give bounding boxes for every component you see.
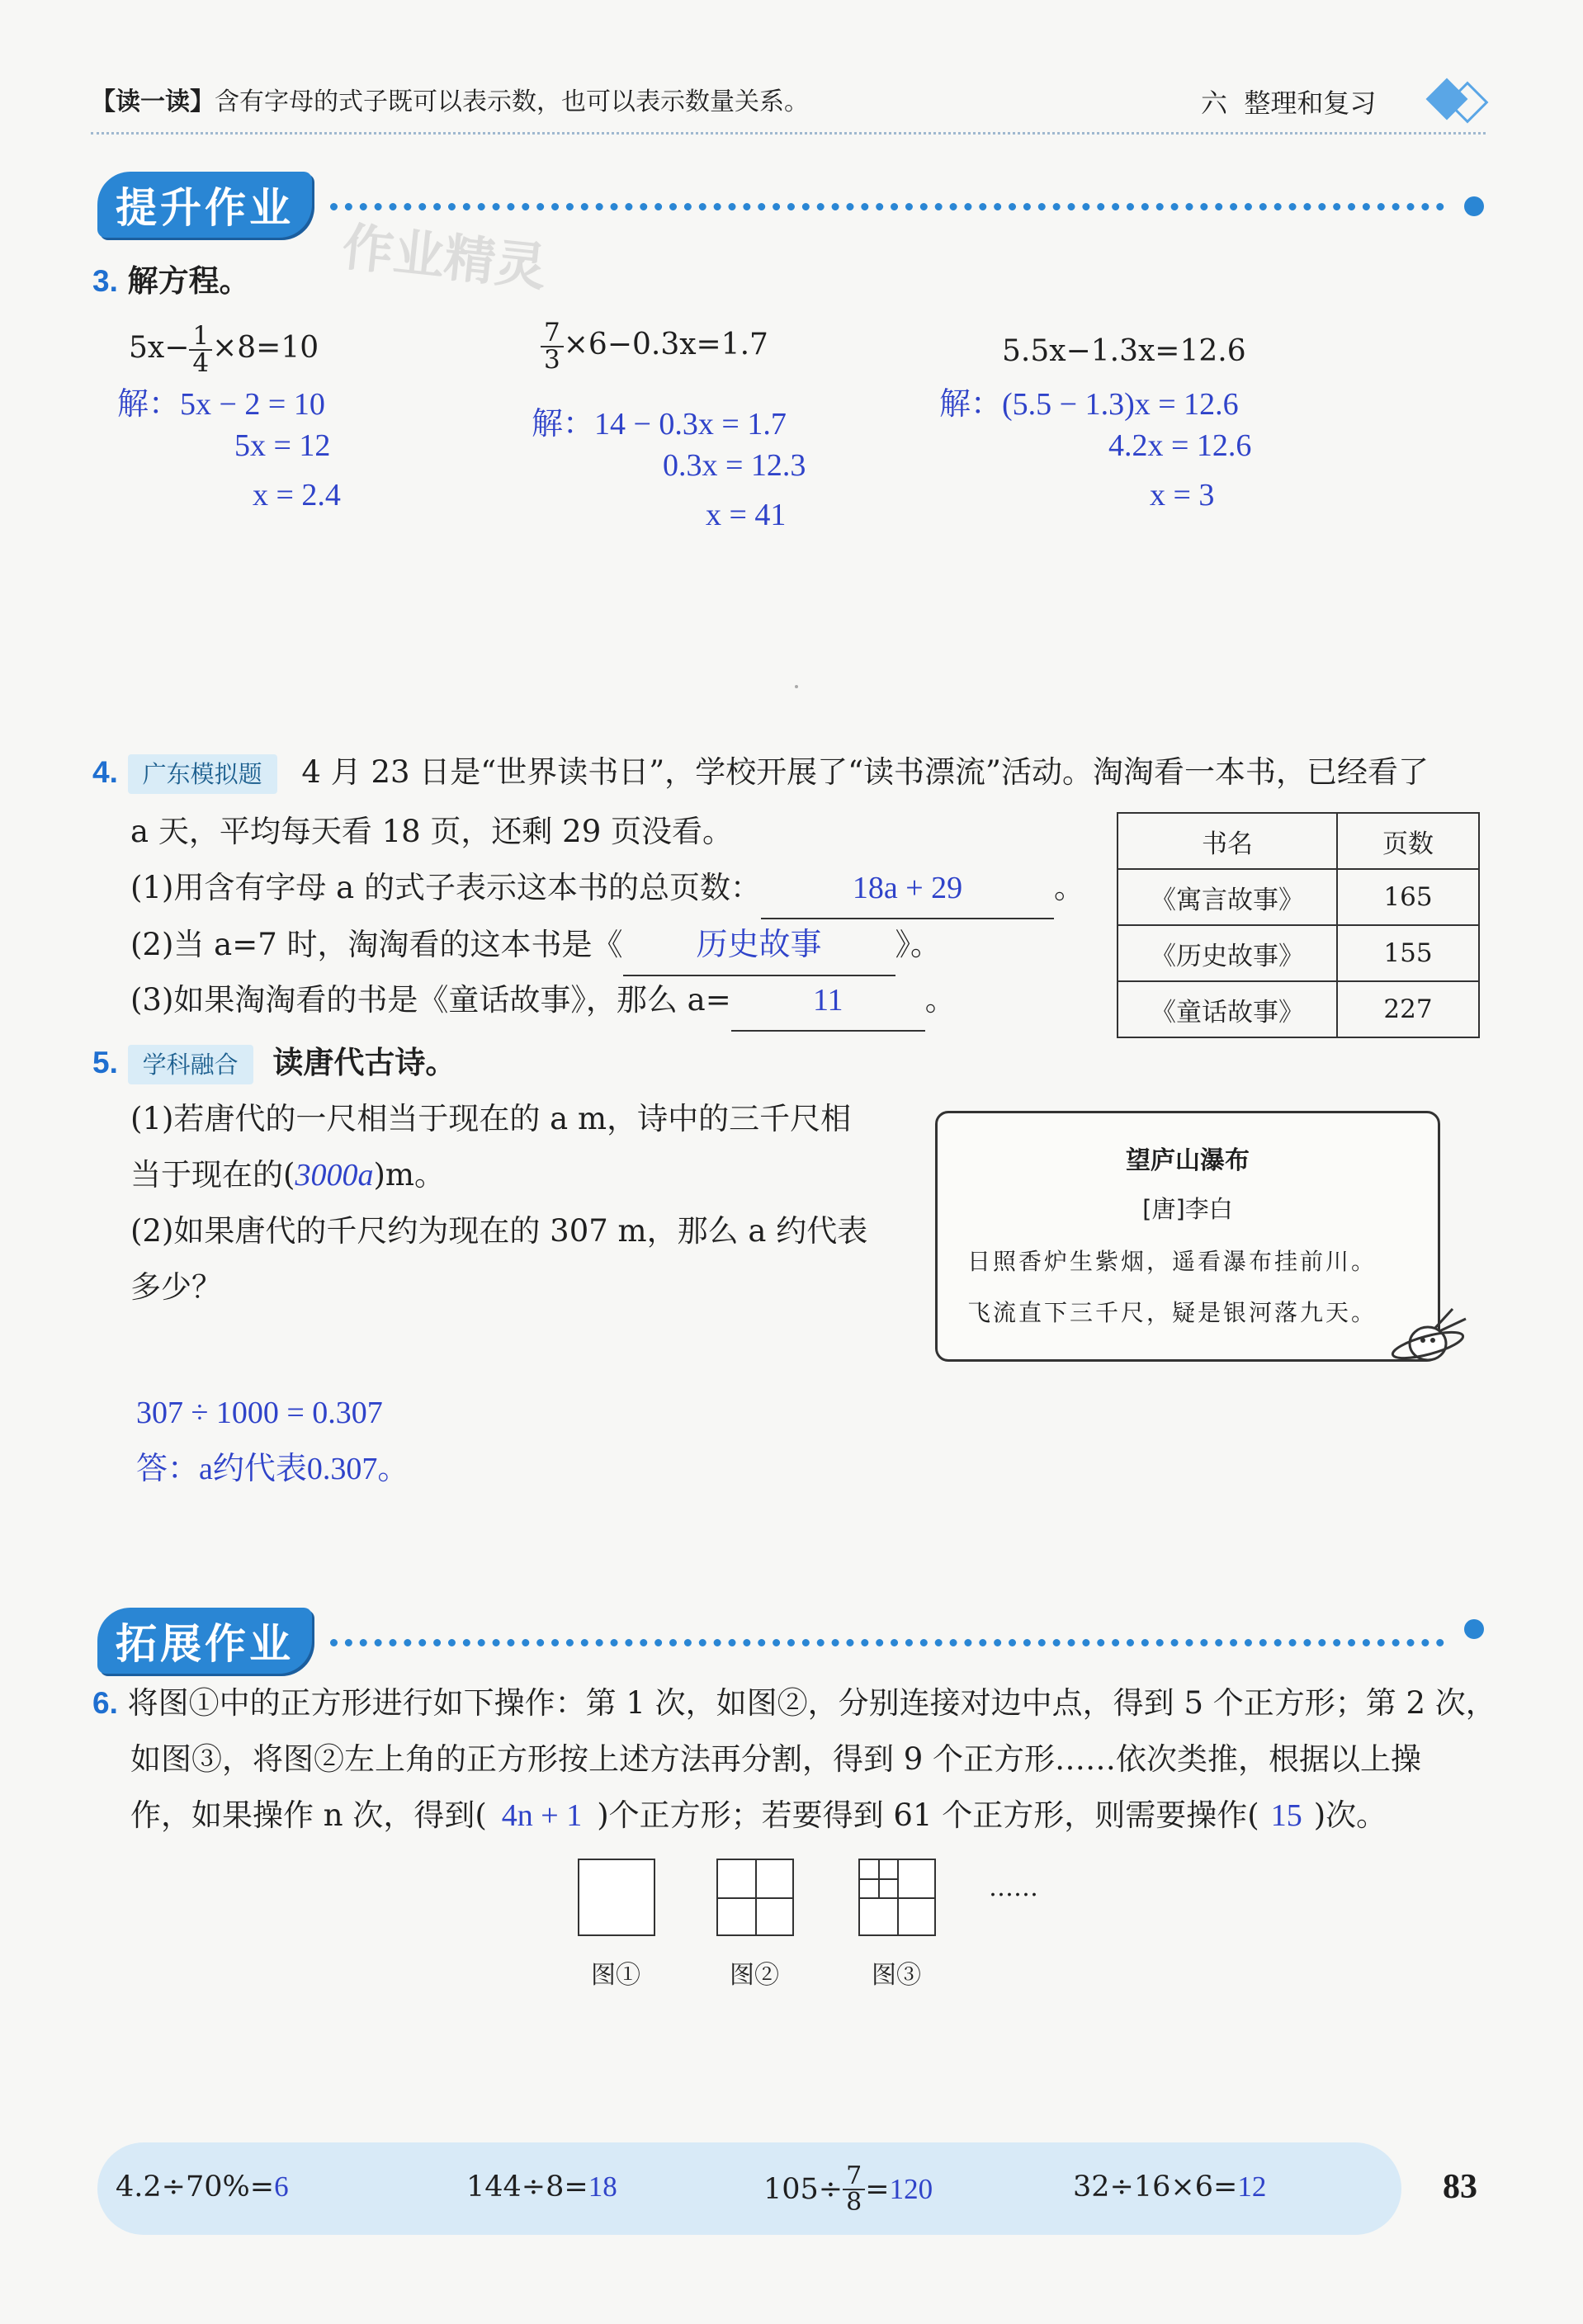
q6-answer1: 4n + 1 — [501, 1798, 583, 1833]
q4-text-line1: 4 月 23 日是“世界读书日”，学校开展了“读书漂流”活动。淘淘看一本书，已经看了 — [301, 754, 1429, 790]
table-row — [1118, 925, 1479, 981]
faint-dot — [795, 685, 798, 688]
footer-expr-1 — [116, 2170, 289, 2204]
footer-expr-2-text: 144÷8= — [466, 2170, 588, 2204]
read-text: 含有字母的式子既可以表示数，也可以表示数量关系。 — [215, 87, 809, 116]
q5-part2b: 多少？ — [130, 1269, 222, 1305]
q3-eq1-problem — [129, 321, 319, 378]
q3-eq1-step3: x = 2.4 — [253, 478, 341, 513]
q6-line2: 如图③，将图②左上角的正方形按上述方法再分割，得到 9 个正方形……依次类推，根据以上操 — [130, 1741, 1422, 1777]
q6-line3c: )次。 — [1313, 1797, 1387, 1833]
read-tag: 【读一读】 — [91, 87, 215, 116]
header-rule — [91, 132, 1486, 135]
poem-line1: 日照香炉生紫烟，遥看瀑布挂前川。 — [967, 1248, 1377, 1275]
q3-eq1-step1: 解：5x − 2 = 10 — [117, 387, 325, 422]
q3-eq2-step1: 解：14 − 0.3x = 1.7 — [532, 407, 787, 442]
figure-1-label: 图① — [591, 1961, 640, 1990]
q4-part3-end: 。 — [924, 982, 956, 1018]
section-improve-dot — [1464, 196, 1484, 216]
q3-eq1-problem-a: 5x− — [129, 331, 190, 365]
poem-box — [935, 1111, 1440, 1362]
q6-line3a: 作，如果操作 n 次，得到( — [130, 1797, 487, 1833]
table-cell: 165 — [1337, 869, 1479, 925]
q3-eq2-fraction — [541, 320, 564, 373]
q4-part2-text: (2)当 a=7 时，淘淘看的这本书是《 — [130, 927, 623, 962]
q6-line3b: )个正方形；若要得到 61 个正方形，则需要操作( — [597, 1797, 1259, 1833]
footer-expr-3-eq: = — [865, 2173, 890, 2206]
q3-eq3-step2: 4.2x = 12.6 — [1108, 428, 1252, 463]
q3-eq1-problem-b: ×8=10 — [212, 331, 319, 365]
q4-answer3: 11 — [812, 983, 843, 1018]
footer-expr-3-answer: 120 — [889, 2173, 933, 2205]
q3-number: 3. — [92, 264, 118, 298]
section-improve-dots — [330, 203, 1444, 210]
q6-answer2: 15 — [1270, 1798, 1302, 1833]
watermark: 作业精灵 — [339, 216, 550, 298]
table-cell: 227 — [1337, 981, 1479, 1037]
q4-part3 — [130, 971, 956, 1032]
footer-expr-4-text: 32÷16×6= — [1073, 2170, 1238, 2204]
q3-eq2-step2: 0.3x = 12.3 — [663, 448, 806, 483]
section-extend-dot — [1464, 1619, 1484, 1639]
q4-book-table — [1117, 812, 1480, 1038]
q3-eq1-step2: 5x = 12 — [234, 428, 331, 463]
q5-title: 读唐代古诗。 — [272, 1045, 456, 1080]
figure-3-square — [858, 1859, 936, 1936]
q4-part1 — [130, 858, 1084, 919]
table-header-cell: 书名 — [1118, 813, 1337, 869]
q4-line1 — [92, 743, 1496, 802]
chapter-title: 六 整理和复习 — [1201, 87, 1377, 119]
q3-eq1-fraction — [189, 321, 212, 378]
footer-expr-2 — [466, 2170, 617, 2204]
table-cell: 《寓言故事》 — [1118, 869, 1337, 925]
footer-expr-4-answer: 12 — [1237, 2170, 1267, 2203]
saturn-mascot-icon — [1387, 1304, 1477, 1370]
q5-number: 5. — [92, 1046, 118, 1079]
table-header-row — [1118, 813, 1479, 869]
footer-frac-num: 7 — [843, 2164, 865, 2190]
q3-eq3-step1: 解：(5.5 − 1.3)x = 12.6 — [939, 387, 1239, 422]
q6-line3 — [130, 1786, 1387, 1845]
q4-part2-end: 》。 — [895, 927, 942, 962]
q3-eq2-problem — [541, 320, 768, 373]
q5-work-line2: 答：a约代表0.307。 — [136, 1452, 409, 1486]
poem-author: [唐]李白 — [1142, 1195, 1233, 1223]
figure-3-label: 图③ — [872, 1961, 921, 1990]
table-cell: 《历史故事》 — [1118, 925, 1337, 981]
q4-part1-blank — [761, 858, 1054, 919]
q3-eq1-frac-den: 4 — [192, 348, 210, 378]
q3-eq2-problem-b: ×6−0.3x=1.7 — [563, 328, 768, 361]
q3-title: 解方程。 — [127, 263, 250, 299]
q5-part1b-pre: 当于现在的( — [130, 1157, 295, 1193]
section-extend-dots — [330, 1639, 1444, 1646]
q6-number: 6. — [92, 1686, 118, 1720]
q6-line1 — [92, 1674, 1496, 1733]
footer-expr-2-answer: 18 — [588, 2170, 617, 2203]
q3-eq3-problem: 5.5x−1.3x=12.6 — [1002, 334, 1246, 368]
q4-number: 4. — [92, 755, 118, 789]
q6-text-line1: 将图①中的正方形进行如下操作：第 1 次，如图②，分别连接对边中点，得到 5 个正方形；第 2 次， — [127, 1685, 1496, 1721]
q3-eq2-frac-den: 3 — [544, 345, 560, 375]
table-cell: 155 — [1337, 925, 1479, 981]
table-row — [1118, 869, 1479, 925]
section-extend-title: 拓展作业 — [97, 1608, 312, 1674]
figure-2-label: 图② — [730, 1961, 779, 1990]
q5-part2a: (2)如果唐代的千尺约为现在的 307 m，那么 a 约代表 — [130, 1213, 868, 1249]
q5-answer1: 3000a — [295, 1158, 374, 1193]
q3-eq3-step3: x = 3 — [1150, 478, 1215, 513]
footer-expr-4 — [1073, 2170, 1266, 2204]
q4-part2 — [130, 914, 941, 976]
page-number: 83 — [1443, 2168, 1477, 2206]
poem-title: 望庐山瀑布 — [1126, 1146, 1250, 1175]
q4-tag: 广东模拟题 — [128, 754, 277, 794]
table-row — [1118, 981, 1479, 1037]
q5-part1b — [130, 1145, 445, 1205]
figure-1-square — [578, 1859, 655, 1936]
figure-2-square — [716, 1859, 794, 1936]
q4-part3-text: (3)如果淘淘看的书是《童话故事》，那么 a= — [130, 982, 731, 1018]
q5-tag: 学科融合 — [128, 1045, 253, 1084]
table-cell: 《童话故事》 — [1118, 981, 1337, 1037]
q4-part2-blank — [623, 914, 895, 976]
header — [91, 81, 1494, 130]
q4-answer1: 18a + 29 — [852, 871, 963, 905]
footer-expr-3 — [763, 2152, 933, 2227]
footer-expr-3-text: 105÷ — [763, 2173, 843, 2206]
q4-part1-text: (1)用含有字母 a 的式子表示这本书的总页数： — [130, 870, 761, 905]
footer-frac-den: 8 — [846, 2188, 862, 2217]
table-header-cell: 页数 — [1337, 813, 1479, 869]
q5-work-line1: 307 ÷ 1000 = 0.307 — [136, 1396, 383, 1430]
footer-expr-3-fraction — [843, 2161, 865, 2217]
q3-heading — [92, 252, 250, 311]
section-improve-title: 提升作业 — [97, 172, 312, 238]
poem-line2: 飞流直下三千尺，疑是银河落九天。 — [967, 1299, 1377, 1326]
footer-expr-1-text: 4.2÷70%= — [116, 2170, 275, 2204]
fig3-hline — [860, 1897, 934, 1899]
fig3-sub-hline — [860, 1878, 897, 1880]
q3-eq1-frac-num: 1 — [189, 324, 212, 351]
q3-eq2-step3: x = 41 — [706, 498, 787, 532]
q4-part3-blank — [731, 971, 925, 1032]
q3-eq2-frac-num: 7 — [541, 320, 564, 347]
q4-answer2: 历史故事 — [696, 926, 822, 962]
q5-part1a: (1)若唐代的一尺相当于现在的 a m，诗中的三千尺相 — [130, 1101, 852, 1136]
footer-expr-1-answer: 6 — [274, 2170, 289, 2203]
q4-line2: a 天，平均每天看 18 页，还剩 29 页没看。 — [130, 814, 734, 849]
figure-ellipsis: …… — [989, 1873, 1038, 1902]
q5-heading — [92, 1033, 456, 1093]
q4-part1-end: 。 — [1054, 870, 1084, 905]
fig2-hline — [718, 1897, 792, 1899]
q5-part1b-post: )m。 — [373, 1157, 445, 1193]
